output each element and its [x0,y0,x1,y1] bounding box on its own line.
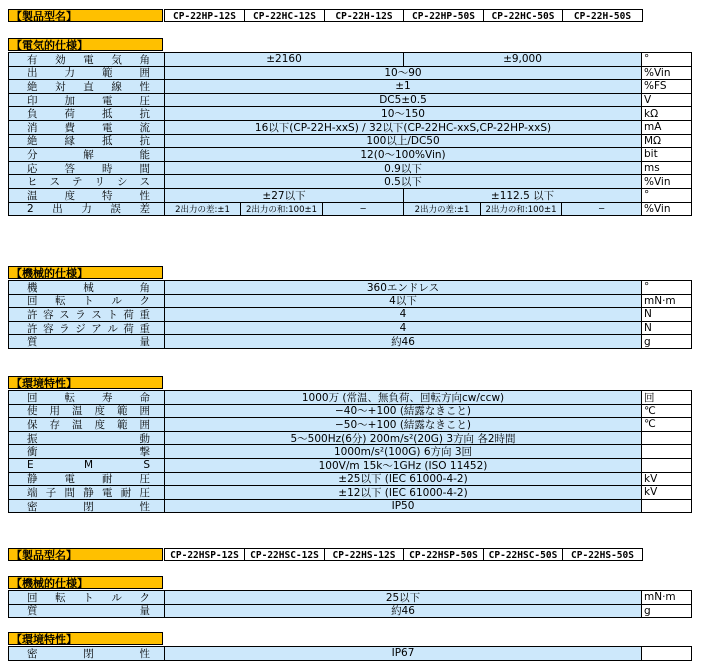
spec-value-left: ±2160 [164,52,404,67]
section-header: 【電気的仕様】 [8,38,163,51]
spec-sub-value: − [322,202,404,217]
spec-unit: N [641,307,692,322]
spec-unit: mN·m [641,590,692,605]
spec-value: −50〜+100 (結露なきこと) [164,417,642,432]
spec-unit: ms [641,161,692,176]
spec-unit: %Vin [641,202,692,217]
spec-label: 応 答 時 間 [8,161,165,176]
spec-label: 機 械 角 [8,280,165,295]
spec-label: 絶 対 直 線 性 [8,79,165,94]
spec-unit: %FS [641,79,692,94]
spec-value: 360エンドレス [164,280,642,295]
spec-label: 許 容 ラ ジ ア ル 荷 重 [8,321,165,336]
spec-label: 絶 縁 抵 抗 [8,134,165,149]
spec-value-left: ±27以下 [164,188,404,203]
spec-value: 約46 [164,604,642,619]
spec-unit [641,646,692,661]
spec-label: 許 容 ス ラ ス ト 荷 重 [8,307,165,322]
spec-unit: bit [641,147,692,162]
spec-label: 静 電 耐 圧 [8,472,165,487]
spec-value: IP67 [164,646,642,661]
spec-value: 1000m/s²(100G) 6方向 3回 [164,444,642,459]
spec-value: DC5±0.5 [164,93,642,108]
spec-label: 回 転 ト ル ク [8,590,165,605]
section-header: 【機械的仕様】 [8,576,163,589]
spec-unit [641,499,692,514]
spec-label: 回 転 寿 命 [8,390,165,405]
spec-value-right: ±9,000 [403,52,642,67]
model-name-cell: CP-22HS-50S [562,548,643,561]
spec-value: 4 [164,307,642,322]
spec-unit: %Vin [641,66,692,81]
spec-value: 16以下(CP-22H-xxS) / 32以下(CP-22HC-xxS,CP-22HP-xxS) [164,120,642,135]
spec-label: E M S [8,458,165,473]
spec-unit: ℃ [641,404,692,419]
spec-label: 出 力 範 囲 [8,66,165,81]
spec-sub-value: 2出力の和:100±1 [480,202,562,217]
spec-unit: kΩ [641,106,692,121]
section-header: 【製品型名】 [8,9,163,22]
spec-value: 4 [164,321,642,336]
model-name-cell: CP-22HP-50S [403,9,484,22]
model-name-cell: CP-22HSC-50S [483,548,563,561]
spec-value-right: ±112.5 以下 [403,188,642,203]
model-name-cell: CP-22HC-12S [244,9,325,22]
section-header: 【環境特性】 [8,376,163,389]
spec-unit [641,458,692,473]
spec-value: IP50 [164,499,642,514]
spec-unit: mA [641,120,692,135]
spec-unit: ° [641,280,692,295]
spec-label: 密 閉 性 [8,499,165,514]
spec-unit: kV [641,485,692,500]
section-header: 【製品型名】 [8,548,163,561]
spec-sub-value: 2出力の和:100±1 [240,202,323,217]
spec-value: 0.9以下 [164,161,642,176]
spec-label: 2 出 力 誤 差 [8,202,165,217]
spec-sub-value: 2出力の差:±1 [164,202,241,217]
spec-unit: g [641,334,692,349]
spec-label: 保 存 温 度 範 囲 [8,417,165,432]
section-header: 【機械的仕様】 [8,266,163,279]
model-name-cell: CP-22HSP-50S [403,548,484,561]
model-name-cell: CP-22HC-50S [483,9,563,22]
spec-label: 負 荷 抵 抗 [8,106,165,121]
spec-value: 約46 [164,334,642,349]
spec-value: 10〜90 [164,66,642,81]
spec-value: 10〜150 [164,106,642,121]
spec-value: 1000万 (常温、無負荷、回転方向cw/ccw) [164,390,642,405]
spec-value: ±12以下 (IEC 61000-4-2) [164,485,642,500]
spec-value: 100以上/DC50 [164,134,642,149]
spec-label: 密 閉 性 [8,646,165,661]
spec-label: 印 加 電 圧 [8,93,165,108]
spec-unit: kV [641,472,692,487]
spec-value: 25以下 [164,590,642,605]
spec-label: ヒ ス テ リ シ ス [8,174,165,189]
spec-sub-value: 2出力の差:±1 [403,202,481,217]
spec-label: 分 解 能 [8,147,165,162]
spec-label: 回 転 ト ル ク [8,294,165,309]
spec-value: 4以下 [164,294,642,309]
model-name-cell: CP-22HSC-12S [244,548,325,561]
model-name-cell: CP-22HS-12S [324,548,404,561]
spec-unit: g [641,604,692,619]
model-name-cell: CP-22HP-12S [164,9,245,22]
spec-label: 有 効 電 気 角 [8,52,165,67]
section-header: 【環境特性】 [8,632,163,645]
spec-label: 質 量 [8,334,165,349]
model-name-cell: CP-22H-12S [324,9,404,22]
spec-unit: mN·m [641,294,692,309]
spec-label: 温 度 特 性 [8,188,165,203]
spec-sub-value: − [561,202,642,217]
spec-unit [641,444,692,459]
spec-unit: ° [641,52,692,67]
spec-unit: 回 [641,390,692,405]
spec-label: 振 動 [8,431,165,446]
spec-unit [641,431,692,446]
model-name-cell: CP-22HSP-12S [164,548,245,561]
spec-value: ±25以下 (IEC 61000-4-2) [164,472,642,487]
spec-unit: %Vin [641,174,692,189]
spec-value: 5〜500Hz(6分) 200m/s²(20G) 3方向 各2時間 [164,431,642,446]
spec-value: −40〜+100 (結露なきこと) [164,404,642,419]
spec-value: ±1 [164,79,642,94]
spec-value: 0.5以下 [164,174,642,189]
spec-unit: ° [641,188,692,203]
spec-unit: ℃ [641,417,692,432]
spec-unit: N [641,321,692,336]
spec-label: 衝 撃 [8,444,165,459]
spec-label: 質 量 [8,604,165,619]
spec-label: 消 費 電 流 [8,120,165,135]
spec-value: 12(0〜100%Vin) [164,147,642,162]
model-name-cell: CP-22H-50S [562,9,643,22]
spec-label: 使 用 温 度 範 囲 [8,404,165,419]
spec-label: 端 子 間 静 電 耐 圧 [8,485,165,500]
spec-unit: MΩ [641,134,692,149]
spec-value: 100V/m 15k〜1GHz (ISO 11452) [164,458,642,473]
spec-unit: V [641,93,692,108]
